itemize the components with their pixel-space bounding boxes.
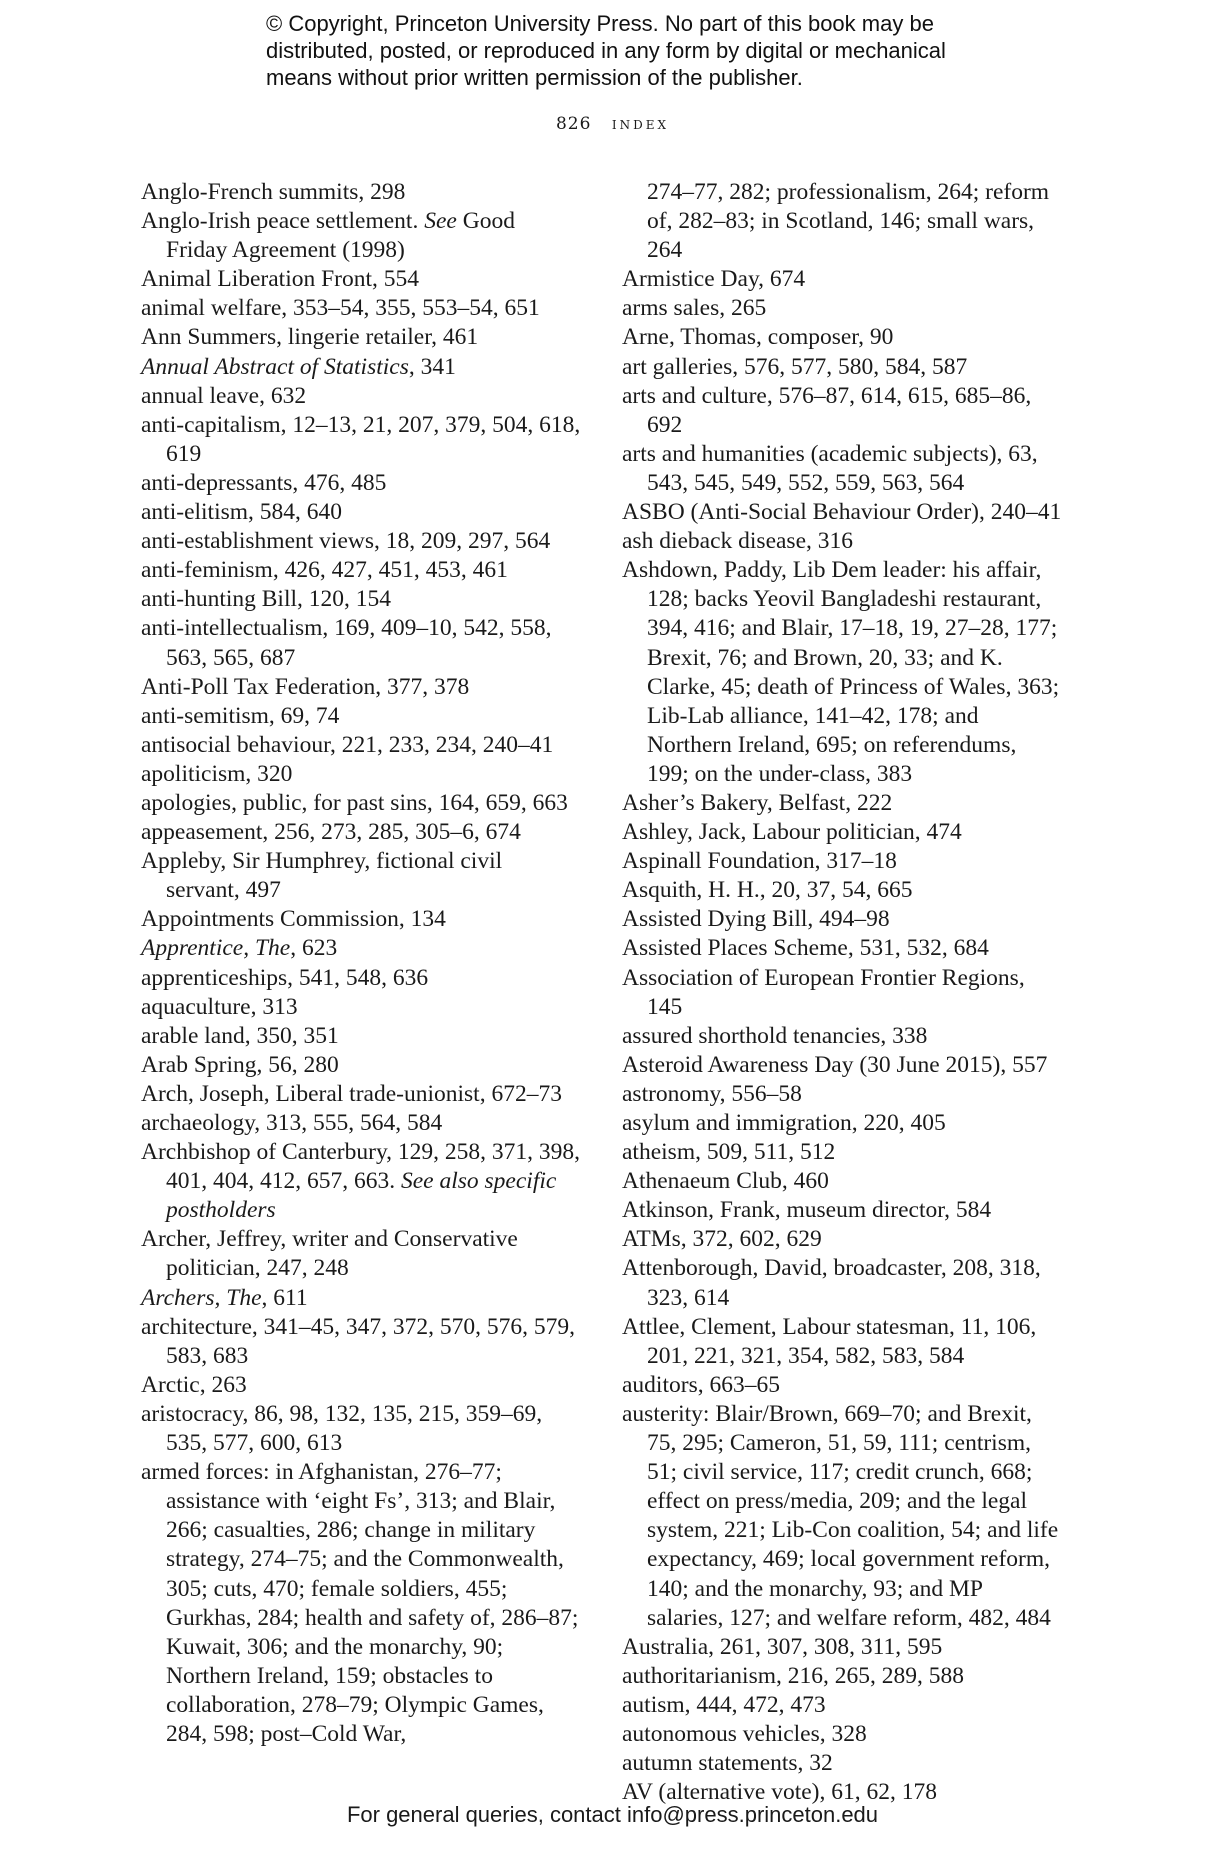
index-entry [141,498,581,527]
entry-text: armed forces: in Afghanistan, 276–77; assistance with ‘eight Fs’, 313; and Blair, 266; casualties, 286; change in military strategy, 274–75; and the Commonwealth, 305; cuts, 470; female soldiers, 455; Gurkhas, 284; health and safety of, 286–87; Kuwait, 306; and the monarchy, 90; Northern Ireland, 159; obstacles to collaboration, 278–79; Olympic Games, 284, 598; post–Cold War, [141,1459,579,1747]
entry-text: Ann Summers, lingerie retailer, 461 [141,324,479,351]
entry-text: Attenborough, David, broadcaster, 208, 318, 323, 614 [622,1255,1041,1311]
index-entry [622,440,1062,498]
index-entry [622,323,1062,352]
index-entry [622,1720,1062,1749]
entry-text: astronomy, 556–58 [622,1080,802,1107]
entry-text: antisocial behaviour, 221, 233, 234, 240–41 [141,731,554,758]
entry-italic: Apprentice, The [141,935,291,962]
entry-text: annual leave, 632 [141,382,307,409]
index-entry [622,527,1062,556]
entry-text: auditors, 663–65 [622,1371,780,1398]
index-entry [622,1196,1062,1225]
entry-text: arms sales, 265 [622,295,767,322]
entry-cross-reference: See also specific postholders [166,1168,557,1224]
index-entry [141,353,581,382]
copyright-line: means without prior written permission of the publisher. [266,65,803,90]
index-entry [622,1371,1062,1400]
entry-text: Appointments Commission, 134 [141,906,446,933]
entry-text: autumn statements, 32 [622,1750,833,1777]
index-entry [141,614,581,672]
index-entry [622,353,1062,382]
entry-text: Arch, Joseph, Liberal trade-unionist, 672–73 [141,1080,562,1107]
entry-text: Australia, 261, 307, 308, 311, 595 [622,1633,943,1660]
entry-text: 274–77, 282; professionalism, 264; reform of, 282–83; in Scotland, 146; small wars, 264 [647,179,1050,264]
entry-text: austerity: Blair/Brown, 669–70; and Brexit, 75, 295; Cameron, 51, 59, 111; centrism, 51; civil service, 117; credit crunch, 668; effect on press/media, 209; and the legal system, 221; Lib-Con coalition, 54; and life expectancy, 469; local government reform, 140; and the monarchy, 93; and MP salaries, 127; and welfare reform, 482, 484 [622,1400,1059,1631]
entry-text: ash dieback disease, 316 [622,528,854,555]
section-title: index [611,114,670,134]
entry-text: arts and humanities (academic subjects), 63, 543, 545, 549, 552, 559, 563, 564 [622,440,1038,496]
entry-text: Appleby, Sir Humphrey, fictional civil servant, 497 [141,848,503,904]
index-entry [622,265,1062,294]
index-column-left [141,178,581,1749]
index-entry [622,1080,1062,1109]
running-head [0,114,1225,134]
entry-text: Asquith, H. H., 20, 37, 54, 665 [622,877,913,904]
index-entry [141,993,581,1022]
entry-heading: Anglo-Irish peace settlement. [141,208,425,235]
entry-text: ATMs, 372, 602, 629 [622,1226,822,1253]
index-entry [622,934,1062,963]
index-entry [622,905,1062,934]
entry-text: ASBO (Anti-Social Behaviour Order), 240–41 [622,499,1062,526]
entry-italic: Annual Abstract of Statistics [141,353,409,380]
entry-text: Arne, Thomas, composer, 90 [622,324,894,351]
entry-italic: See [424,208,457,235]
entry-text: archaeology, 313, 555, 564, 584 [141,1110,443,1136]
entry-text: authoritarianism, 216, 265, 289, 588 [622,1662,965,1689]
entry-text: anti-semitism, 69, 74 [141,702,340,729]
index-entry [622,382,1062,440]
index-entry [141,760,581,789]
entry-text: , 623 [290,935,338,962]
index-entry [622,1254,1062,1312]
entry-text: autism, 444, 472, 473 [622,1691,826,1718]
entry-text: Arctic, 263 [141,1371,247,1398]
entry-text: anti-elitism, 584, 640 [141,499,343,526]
entry-text: Archer, Jeffrey, writer and Conservative politician, 247, 248 [141,1226,518,1282]
index-entry [622,876,1062,905]
entry-text: arts and culture, 576–87, 614, 615, 685–86, 692 [622,382,1032,438]
index-entry [141,1109,581,1138]
entry-text: anti-depressants, 476, 485 [141,469,387,496]
index-entry [141,556,581,585]
index-entry [622,294,1062,323]
entry-text: , 341 [408,353,456,380]
entry-text: arable land, 350, 351 [141,1022,339,1049]
entry-text: apologies, public, for past sins, 164, 659, 663 [141,789,568,816]
entry-text: , 611 [261,1284,308,1311]
entry-text: autonomous vehicles, 328 [622,1720,867,1747]
index-entry [141,789,581,818]
index-entry [622,847,1062,876]
index-entry [141,818,581,847]
index-entry [141,1400,581,1458]
page-number: 826 [555,114,592,134]
entry-text: AV (alternative vote), 61, 62, 178 [622,1779,938,1806]
entry-text: Anglo-French summits, 298 [141,179,406,205]
index-entry [141,1138,581,1225]
index-entry [141,964,581,993]
entry-text: Athenaeum Club, 460 [622,1168,829,1195]
index-entry [622,1167,1062,1196]
index-entry [622,818,1062,847]
index-entry [622,789,1062,818]
index-entry [141,847,581,905]
index-entry [141,265,581,294]
index-entry [141,323,581,352]
index-entry [141,382,581,411]
index-entry [622,1400,1062,1633]
copyright-notice [266,10,1026,91]
entry-text: Assisted Dying Bill, 494–98 [622,906,890,933]
index-entry [141,469,581,498]
index-entry [141,1313,581,1371]
entry-text: aristocracy, 86, 98, 132, 135, 215, 359–69, 535, 577, 600, 613 [141,1400,543,1457]
entry-text: Association of European Frontier Regions, 145 [622,964,1025,1020]
entry-text: Good Friday Agreement (1998) [166,208,515,264]
entry-text: anti-feminism, 426, 427, 451, 453, 461 [141,557,508,584]
index-entry [141,207,581,265]
entry-italic: Archers, The [141,1284,262,1311]
entry-text: anti-hunting Bill, 120, 154 [141,586,392,613]
index-entry [622,1633,1062,1662]
entry-text: Armistice Day, 674 [622,266,806,293]
index-entry [622,1313,1062,1371]
entry-text: apoliticism, 320 [141,760,293,787]
index-entry [622,1691,1062,1720]
index-entry [141,1371,581,1400]
entry-text: atheism, 509, 511, 512 [622,1139,836,1166]
index-entry [622,178,1062,265]
index-entry [141,294,581,323]
footer-contact: For general queries, contact info@press.princeton.edu [346,1802,879,1827]
index-entry [622,964,1062,1022]
entry-text: assured shorthold tenancies, 338 [622,1022,928,1049]
entry-text: Attlee, Clement, Labour statesman, 11, 106, 201, 221, 321, 354, 582, 583, 584 [622,1313,1037,1369]
entry-text: Asteroid Awareness Day (30 June 2015), 557 [622,1051,1048,1078]
entry-text: apprenticeships, 541, 548, 636 [141,964,429,991]
index-entry [141,1458,581,1749]
index-entry [141,1080,581,1109]
entry-text: Ashdown, Paddy, Lib Dem leader: his affair, 128; backs Yeovil Bangladeshi restaurant, 394, 416; and Blair, 17–18, 19, 27–28, 177; Brexit, 76; and Brown, 20, 33; and K. Clarke, 45; death of Princess of Wales, 363; Lib-Lab alliance, 141–42, 178; and Northern Ireland, 695; on referendums, 199; on the under-class, 383 [622,557,1060,787]
entry-text: art galleries, 576, 577, 580, 584, 587 [622,353,968,380]
entry-text: appeasement, 256, 273, 285, 305–6, 674 [141,819,521,846]
index-entry [141,178,581,207]
index-entry [622,1051,1062,1080]
entry-text: anti-establishment views, 18, 209, 297, 564 [141,528,551,555]
index-entry [141,1051,581,1080]
index-entry [622,1109,1062,1138]
index-entry [622,1662,1062,1691]
index-entry [141,1022,581,1051]
entry-text: Ashley, Jack, Labour politician, 474 [622,819,962,846]
index-entry [622,1749,1062,1778]
index-entry [622,498,1062,527]
entry-text: anti-capitalism, 12–13, 21, 207, 379, 504, 618, 619 [141,411,581,467]
copyright-line: distributed, posted, or reproduced in any form by digital or mechanical [266,38,946,63]
entry-text: animal welfare, 353–54, 355, 553–54, 651 [141,295,540,322]
index-entry [141,934,581,963]
entry-text: Asher’s Bakery, Belfast, 222 [622,789,893,816]
entry-text: architecture, 341–45, 347, 372, 570, 576, 579, 583, 683 [141,1313,576,1369]
copyright-line: © Copyright, Princeton University Press. No part of this book may be [266,11,934,36]
index-entry [622,1138,1062,1167]
index-entry [141,1225,581,1283]
entry-text: Aspinall Foundation, 317–18 [622,848,897,875]
index-entry [141,527,581,556]
entry-text: Animal Liberation Front, 554 [141,266,420,293]
index-entry [141,702,581,731]
entry-text: Assisted Places Scheme, 531, 532, 684 [622,935,989,962]
index-entry [622,556,1062,789]
entry-text: Archbishop of Canterbury, 129, 258, 371, 398, 401, 404, 412, 657, 663. [141,1139,581,1195]
entry-text: Anti-Poll Tax Federation, 377, 378 [141,673,470,700]
index-entry [141,731,581,760]
entry-text: Atkinson, Frank, museum director, 584 [622,1197,992,1224]
index-entry [622,1022,1062,1051]
entry-text: Arab Spring, 56, 280 [141,1051,339,1078]
entry-text: aquaculture, 313 [141,993,298,1020]
entry-text: anti-intellectualism, 169, 409–10, 542, 558, 563, 565, 687 [141,615,552,671]
index-entry [141,1284,581,1313]
index-column-right [622,178,1062,1807]
index-entry [141,673,581,702]
index-entry [622,1225,1062,1254]
index-entry [141,585,581,614]
entry-text: asylum and immigration, 220, 405 [622,1110,946,1136]
index-entry [141,905,581,934]
index-entry [141,411,581,469]
